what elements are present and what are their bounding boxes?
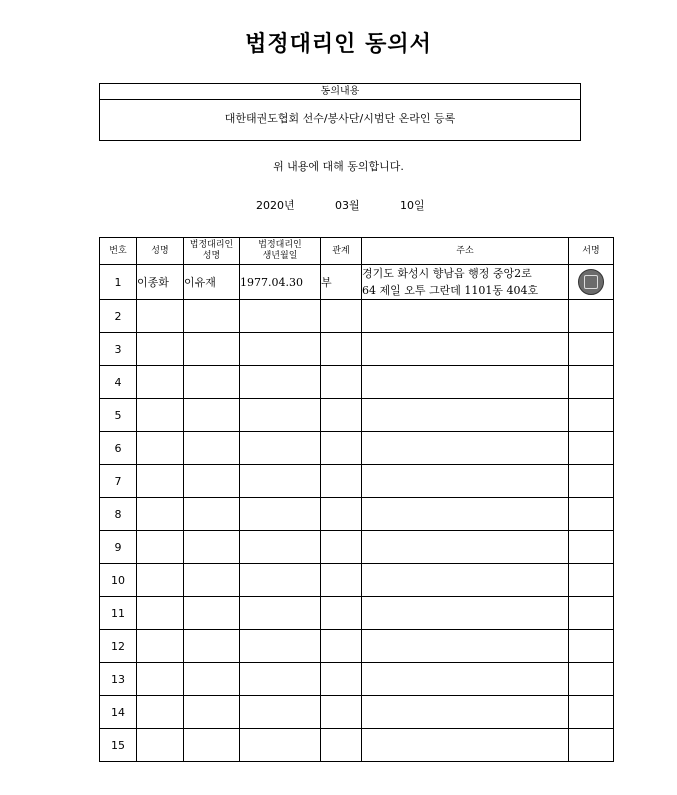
date-month: 03월 (335, 199, 360, 212)
row-number: 11 (100, 597, 137, 630)
agreement-statement: 위 내용에 대해 동의합니다. (273, 160, 404, 173)
row-relation (321, 597, 362, 630)
table-row (100, 630, 614, 663)
row-guardian-birthdate (240, 696, 321, 729)
row-guardian-name (184, 399, 240, 432)
row-name (137, 564, 184, 597)
row-number: 6 (100, 432, 137, 465)
row-guardian-birthdate (240, 333, 321, 366)
row-number: 2 (100, 300, 137, 333)
row-number: 13 (100, 663, 137, 696)
row-signature (569, 597, 614, 630)
signature-seal-icon (578, 269, 604, 295)
row-guardian-name (184, 300, 240, 333)
row-name: 이종화 (137, 265, 184, 300)
table-row (100, 366, 614, 399)
row-guardian-name (184, 366, 240, 399)
row-guardian-name (184, 564, 240, 597)
row-address (362, 300, 569, 333)
header-guardian-birthdate: 법정대리인 생년월일 (240, 238, 321, 265)
row-number: 3 (100, 333, 137, 366)
row-name (137, 696, 184, 729)
row-number: 15 (100, 729, 137, 762)
row-address (362, 366, 569, 399)
row-guardian-birthdate (240, 729, 321, 762)
row-number: 14 (100, 696, 137, 729)
row-guardian-name (184, 465, 240, 498)
row-signature (569, 564, 614, 597)
row-address (362, 498, 569, 531)
header-address: 주소 (362, 238, 569, 265)
row-signature (569, 366, 614, 399)
row-relation (321, 696, 362, 729)
row-signature (569, 498, 614, 531)
date-year: 2020년 (256, 199, 295, 212)
row-guardian-birthdate (240, 366, 321, 399)
row-name (137, 432, 184, 465)
table-row (100, 399, 614, 432)
row-guardian-birthdate (240, 564, 321, 597)
row-relation (321, 300, 362, 333)
row-signature (569, 630, 614, 663)
row-signature (569, 432, 614, 465)
row-number: 5 (100, 399, 137, 432)
row-guardian-name (184, 663, 240, 696)
guardian-consent-table (99, 237, 614, 762)
row-signature (569, 399, 614, 432)
row-name (137, 729, 184, 762)
row-signature (569, 265, 614, 300)
row-number: 1 (100, 265, 137, 300)
row-address (362, 597, 569, 630)
row-signature (569, 696, 614, 729)
row-address (362, 333, 569, 366)
row-signature (569, 663, 614, 696)
row-guardian-name (184, 696, 240, 729)
row-guardian-name (184, 498, 240, 531)
table-row (100, 465, 614, 498)
row-relation (321, 399, 362, 432)
row-number: 8 (100, 498, 137, 531)
row-guardian-name (184, 531, 240, 564)
table-row (100, 498, 614, 531)
table-row (100, 663, 614, 696)
row-guardian-birthdate (240, 300, 321, 333)
row-address (362, 663, 569, 696)
row-name (137, 333, 184, 366)
table-row (100, 696, 614, 729)
row-address (362, 630, 569, 663)
row-signature (569, 333, 614, 366)
row-address (362, 564, 569, 597)
row-address (362, 265, 569, 300)
row-number: 9 (100, 531, 137, 564)
header-relation: 관계 (321, 238, 362, 265)
row-signature (569, 300, 614, 333)
row-number: 10 (100, 564, 137, 597)
row-guardian-name (184, 333, 240, 366)
row-relation (321, 432, 362, 465)
table-row (100, 300, 614, 333)
row-relation (321, 531, 362, 564)
row-address (362, 399, 569, 432)
row-address (362, 531, 569, 564)
table-row (100, 729, 614, 762)
row-guardian-birthdate (240, 498, 321, 531)
row-address (362, 729, 569, 762)
date-day: 10일 (400, 199, 425, 212)
row-relation (321, 630, 362, 663)
row-name (137, 498, 184, 531)
document-title: 법정대리인 동의서 (245, 31, 432, 57)
table-row (100, 531, 614, 564)
row-relation (321, 333, 362, 366)
header-name: 성명 (137, 238, 184, 265)
row-relation (321, 729, 362, 762)
row-address (362, 696, 569, 729)
table-row (100, 265, 614, 300)
row-relation (321, 564, 362, 597)
header-signature: 서명 (569, 238, 614, 265)
row-signature (569, 465, 614, 498)
row-guardian-birthdate (240, 432, 321, 465)
address-line: 64 제일 오투 그란데 1101동 404호 (362, 284, 539, 297)
row-guardian-birthdate (240, 597, 321, 630)
row-guardian-birthdate (240, 531, 321, 564)
row-address (362, 432, 569, 465)
row-guardian-name: 이유재 (184, 265, 240, 300)
row-guardian-birthdate (240, 399, 321, 432)
header-number: 번호 (100, 238, 137, 265)
table-row (100, 597, 614, 630)
row-name (137, 366, 184, 399)
row-guardian-birthdate (240, 630, 321, 663)
row-address (362, 465, 569, 498)
row-name (137, 531, 184, 564)
row-name (137, 399, 184, 432)
row-number: 7 (100, 465, 137, 498)
row-relation (321, 498, 362, 531)
row-name (137, 663, 184, 696)
row-relation (321, 465, 362, 498)
row-name (137, 630, 184, 663)
consent-header: 동의내용 (100, 84, 580, 100)
row-guardian-name (184, 432, 240, 465)
row-guardian-name (184, 630, 240, 663)
row-name (137, 465, 184, 498)
consent-body: 대한태권도협회 선수/봉사단/시범단 온라인 등록 (224, 112, 456, 125)
consent-box (99, 83, 581, 141)
row-signature (569, 729, 614, 762)
row-name (137, 597, 184, 630)
address-line: 경기도 화성시 향남읍 행정 중앙2로 (362, 267, 532, 280)
row-relation: 부 (321, 265, 362, 300)
row-relation (321, 366, 362, 399)
table-row (100, 432, 614, 465)
table-header-row (100, 238, 614, 265)
row-number: 12 (100, 630, 137, 663)
row-guardian-name (184, 729, 240, 762)
row-relation (321, 663, 362, 696)
row-guardian-birthdate: 1977.04.30 (240, 265, 321, 300)
header-guardian-name: 법정대리인 성명 (184, 238, 240, 265)
row-guardian-birthdate (240, 663, 321, 696)
row-guardian-name (184, 597, 240, 630)
row-number: 4 (100, 366, 137, 399)
table-row (100, 564, 614, 597)
table-row (100, 333, 614, 366)
row-signature (569, 531, 614, 564)
row-name (137, 300, 184, 333)
row-guardian-birthdate (240, 465, 321, 498)
